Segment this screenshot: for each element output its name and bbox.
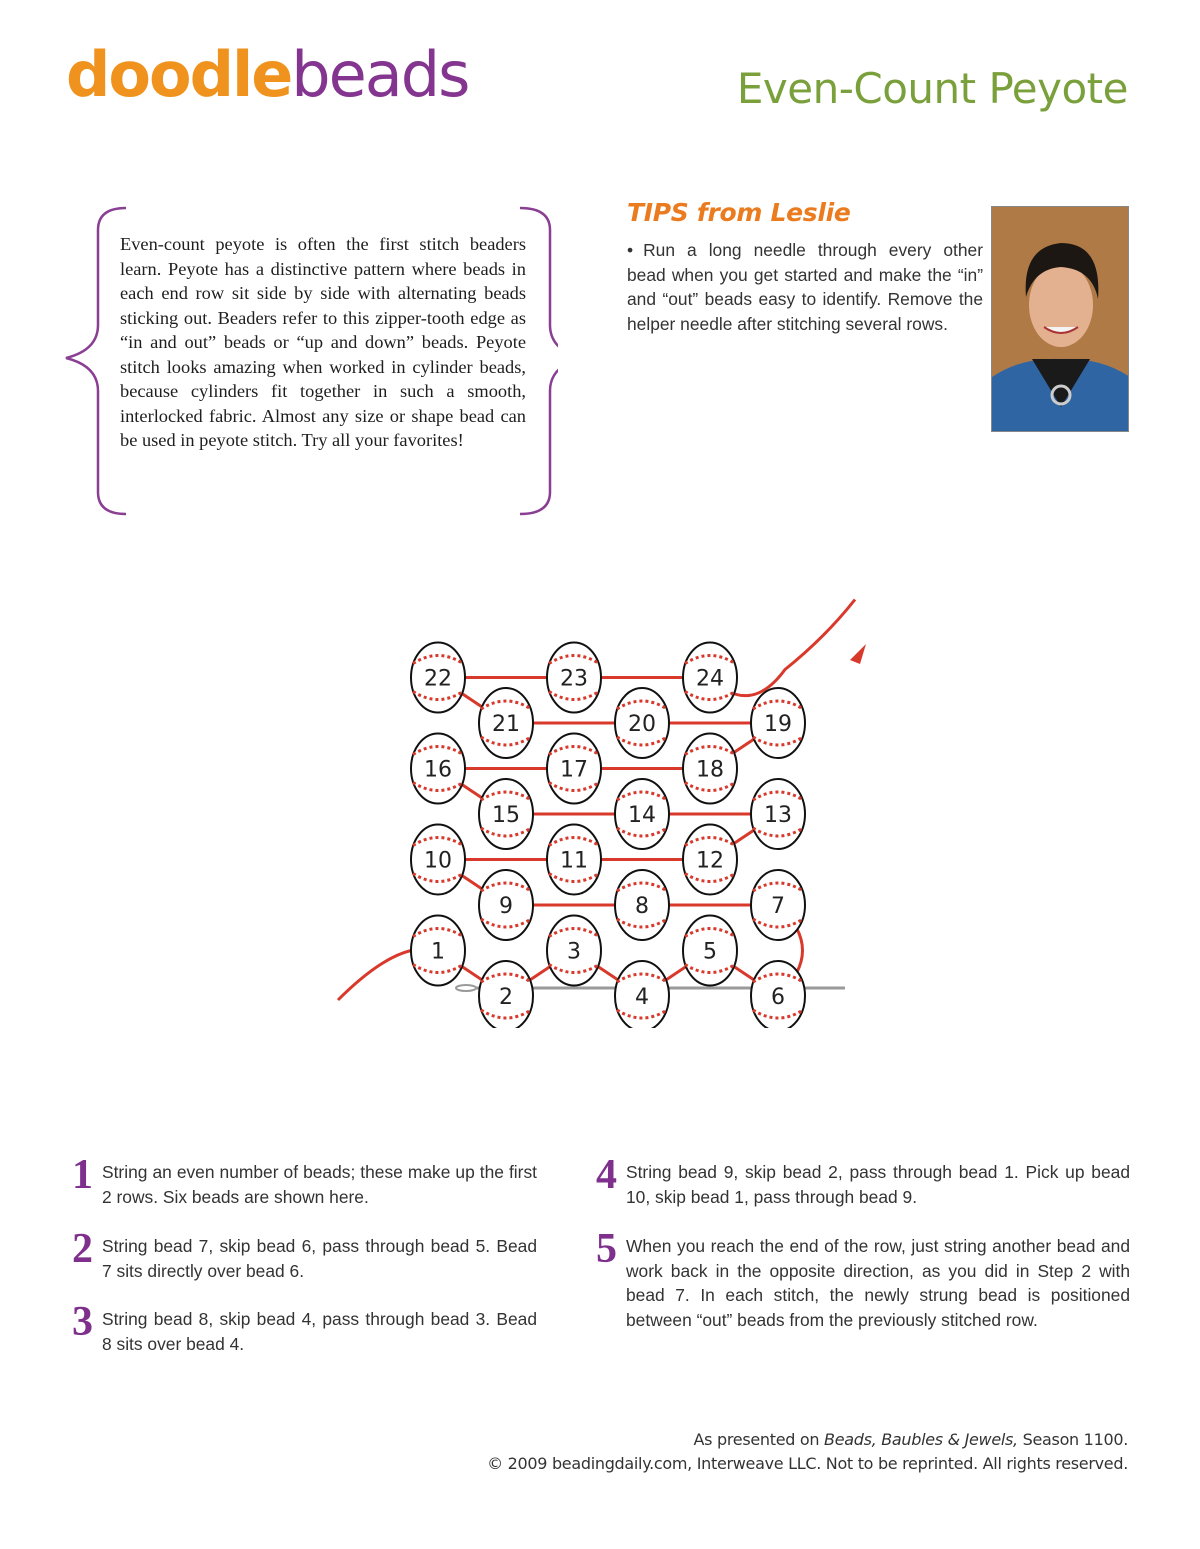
footer-credit-suffix: Season 1100. (1017, 1430, 1128, 1449)
bead-number: 24 (696, 666, 724, 692)
author-portrait-illustration (992, 207, 1129, 432)
step-number: 3 (72, 1299, 93, 1345)
bead (751, 870, 805, 940)
step-number: 5 (596, 1226, 617, 1272)
logo (66, 38, 469, 111)
bead (683, 643, 737, 713)
step-text: String bead 9, skip bead 2, pass through bead 1. Pick up bead 10, skip bead 1, pass through bead 9. (626, 1162, 1130, 1207)
bead-number: 12 (696, 848, 724, 874)
step-text: When you reach the end of the row, just string another bead and work back in the opposite direction, as you did in Step 2 with bead 7. In each stitch, the newly strung bead is positioned between “out” beads from the previously stitched row. (626, 1236, 1130, 1330)
bead (479, 870, 533, 940)
bead (683, 825, 737, 895)
bead-number: 20 (628, 712, 656, 737)
step-3 (72, 1299, 537, 1356)
bead-number: 22 (424, 666, 452, 692)
bead-number: 5 (703, 939, 717, 965)
footer (487, 1428, 1128, 1476)
bead-number: 17 (560, 757, 588, 783)
bead (547, 643, 601, 713)
thread-arrowhead (850, 644, 866, 664)
bead-number: 4 (635, 985, 649, 1010)
bead (683, 916, 737, 986)
bead-number: 14 (628, 803, 656, 828)
bead (615, 961, 669, 1028)
bead (479, 779, 533, 849)
page-title: Even-Count Peyote (736, 64, 1128, 113)
step-4 (596, 1152, 1130, 1209)
bead-number: 18 (696, 757, 724, 783)
bead-number: 19 (764, 712, 792, 737)
bead-number: 9 (499, 894, 513, 919)
bead-number: 16 (424, 757, 452, 783)
step-1 (72, 1152, 537, 1209)
tips-heading: TIPS from Leslie (627, 198, 851, 227)
bead (615, 688, 669, 758)
bead (751, 688, 805, 758)
footer-credit-prefix: As presented on (693, 1430, 825, 1449)
footer-copyright: © 2009 beadingdaily.com, Interweave LLC. Not to be reprinted. All rights reserved. (487, 1454, 1128, 1473)
bead-number: 10 (424, 848, 452, 874)
needle-eye (456, 985, 476, 991)
peyote-diagram (330, 598, 890, 1028)
bead-number: 15 (492, 803, 520, 828)
bead (547, 825, 601, 895)
bead (683, 734, 737, 804)
bead (751, 961, 805, 1028)
bead-number: 13 (764, 803, 792, 828)
footer-credit (487, 1428, 1128, 1452)
bead-number: 3 (567, 939, 581, 965)
step-text: String bead 8, skip bead 4, pass through bead 3. Bead 8 sits over bead 4. (102, 1309, 537, 1354)
bead (547, 916, 601, 986)
bead (479, 688, 533, 758)
bead (751, 779, 805, 849)
bead (411, 916, 465, 986)
step-2 (72, 1226, 537, 1283)
bead (411, 825, 465, 895)
author-photo (991, 206, 1129, 432)
bead (479, 961, 533, 1028)
bead-number: 6 (771, 985, 785, 1010)
bead (547, 734, 601, 804)
bead (411, 734, 465, 804)
bead (615, 779, 669, 849)
bead-number: 11 (560, 848, 588, 874)
bead (411, 643, 465, 713)
bead-number: 7 (771, 894, 785, 919)
tips-text (627, 238, 983, 336)
logo-part-doodle: doodle (66, 38, 292, 111)
footer-show-name: Beads, Baubles & Jewels, (824, 1430, 1018, 1449)
tips-body: Run a long needle through every other bead when you get started and make the “in” and “out” beads easy to identify. Remove the helper needle after stitching several rows. (627, 240, 983, 334)
bead (615, 870, 669, 940)
step-5 (596, 1226, 1130, 1332)
bead-number: 21 (492, 712, 520, 737)
bead-number: 1 (431, 939, 445, 965)
bead-number: 8 (635, 894, 649, 919)
bead-number: 2 (499, 985, 513, 1010)
tips-bullet: • (627, 240, 634, 260)
bead-number: 23 (560, 666, 588, 692)
intro-paragraph: Even-count peyote is often the first stitch beaders learn. Peyote has a distinctive pattern where beads in each end row sit side by side with alternating beads sticking out. Beaders refer to this zipper-tooth edge as “in and out” beads or “up and down” beads. Peyote stitch looks amazing when worked in cylinder beads, because cylinders fit together in such a smooth, interlocked fabric. Almost any size or shape bead can be used in peyote stitch. Try all your favorites! (120, 234, 526, 450)
step-number: 1 (72, 1152, 93, 1198)
step-number: 2 (72, 1226, 93, 1272)
step-text: String bead 7, skip bead 6, pass through bead 5. Bead 7 sits directly over bead 6. (102, 1236, 537, 1281)
logo-part-beads: beads (291, 38, 469, 111)
step-text: String an even number of beads; these make up the first 2 rows. Six beads are shown here. (102, 1162, 537, 1207)
step-number: 4 (596, 1152, 617, 1198)
